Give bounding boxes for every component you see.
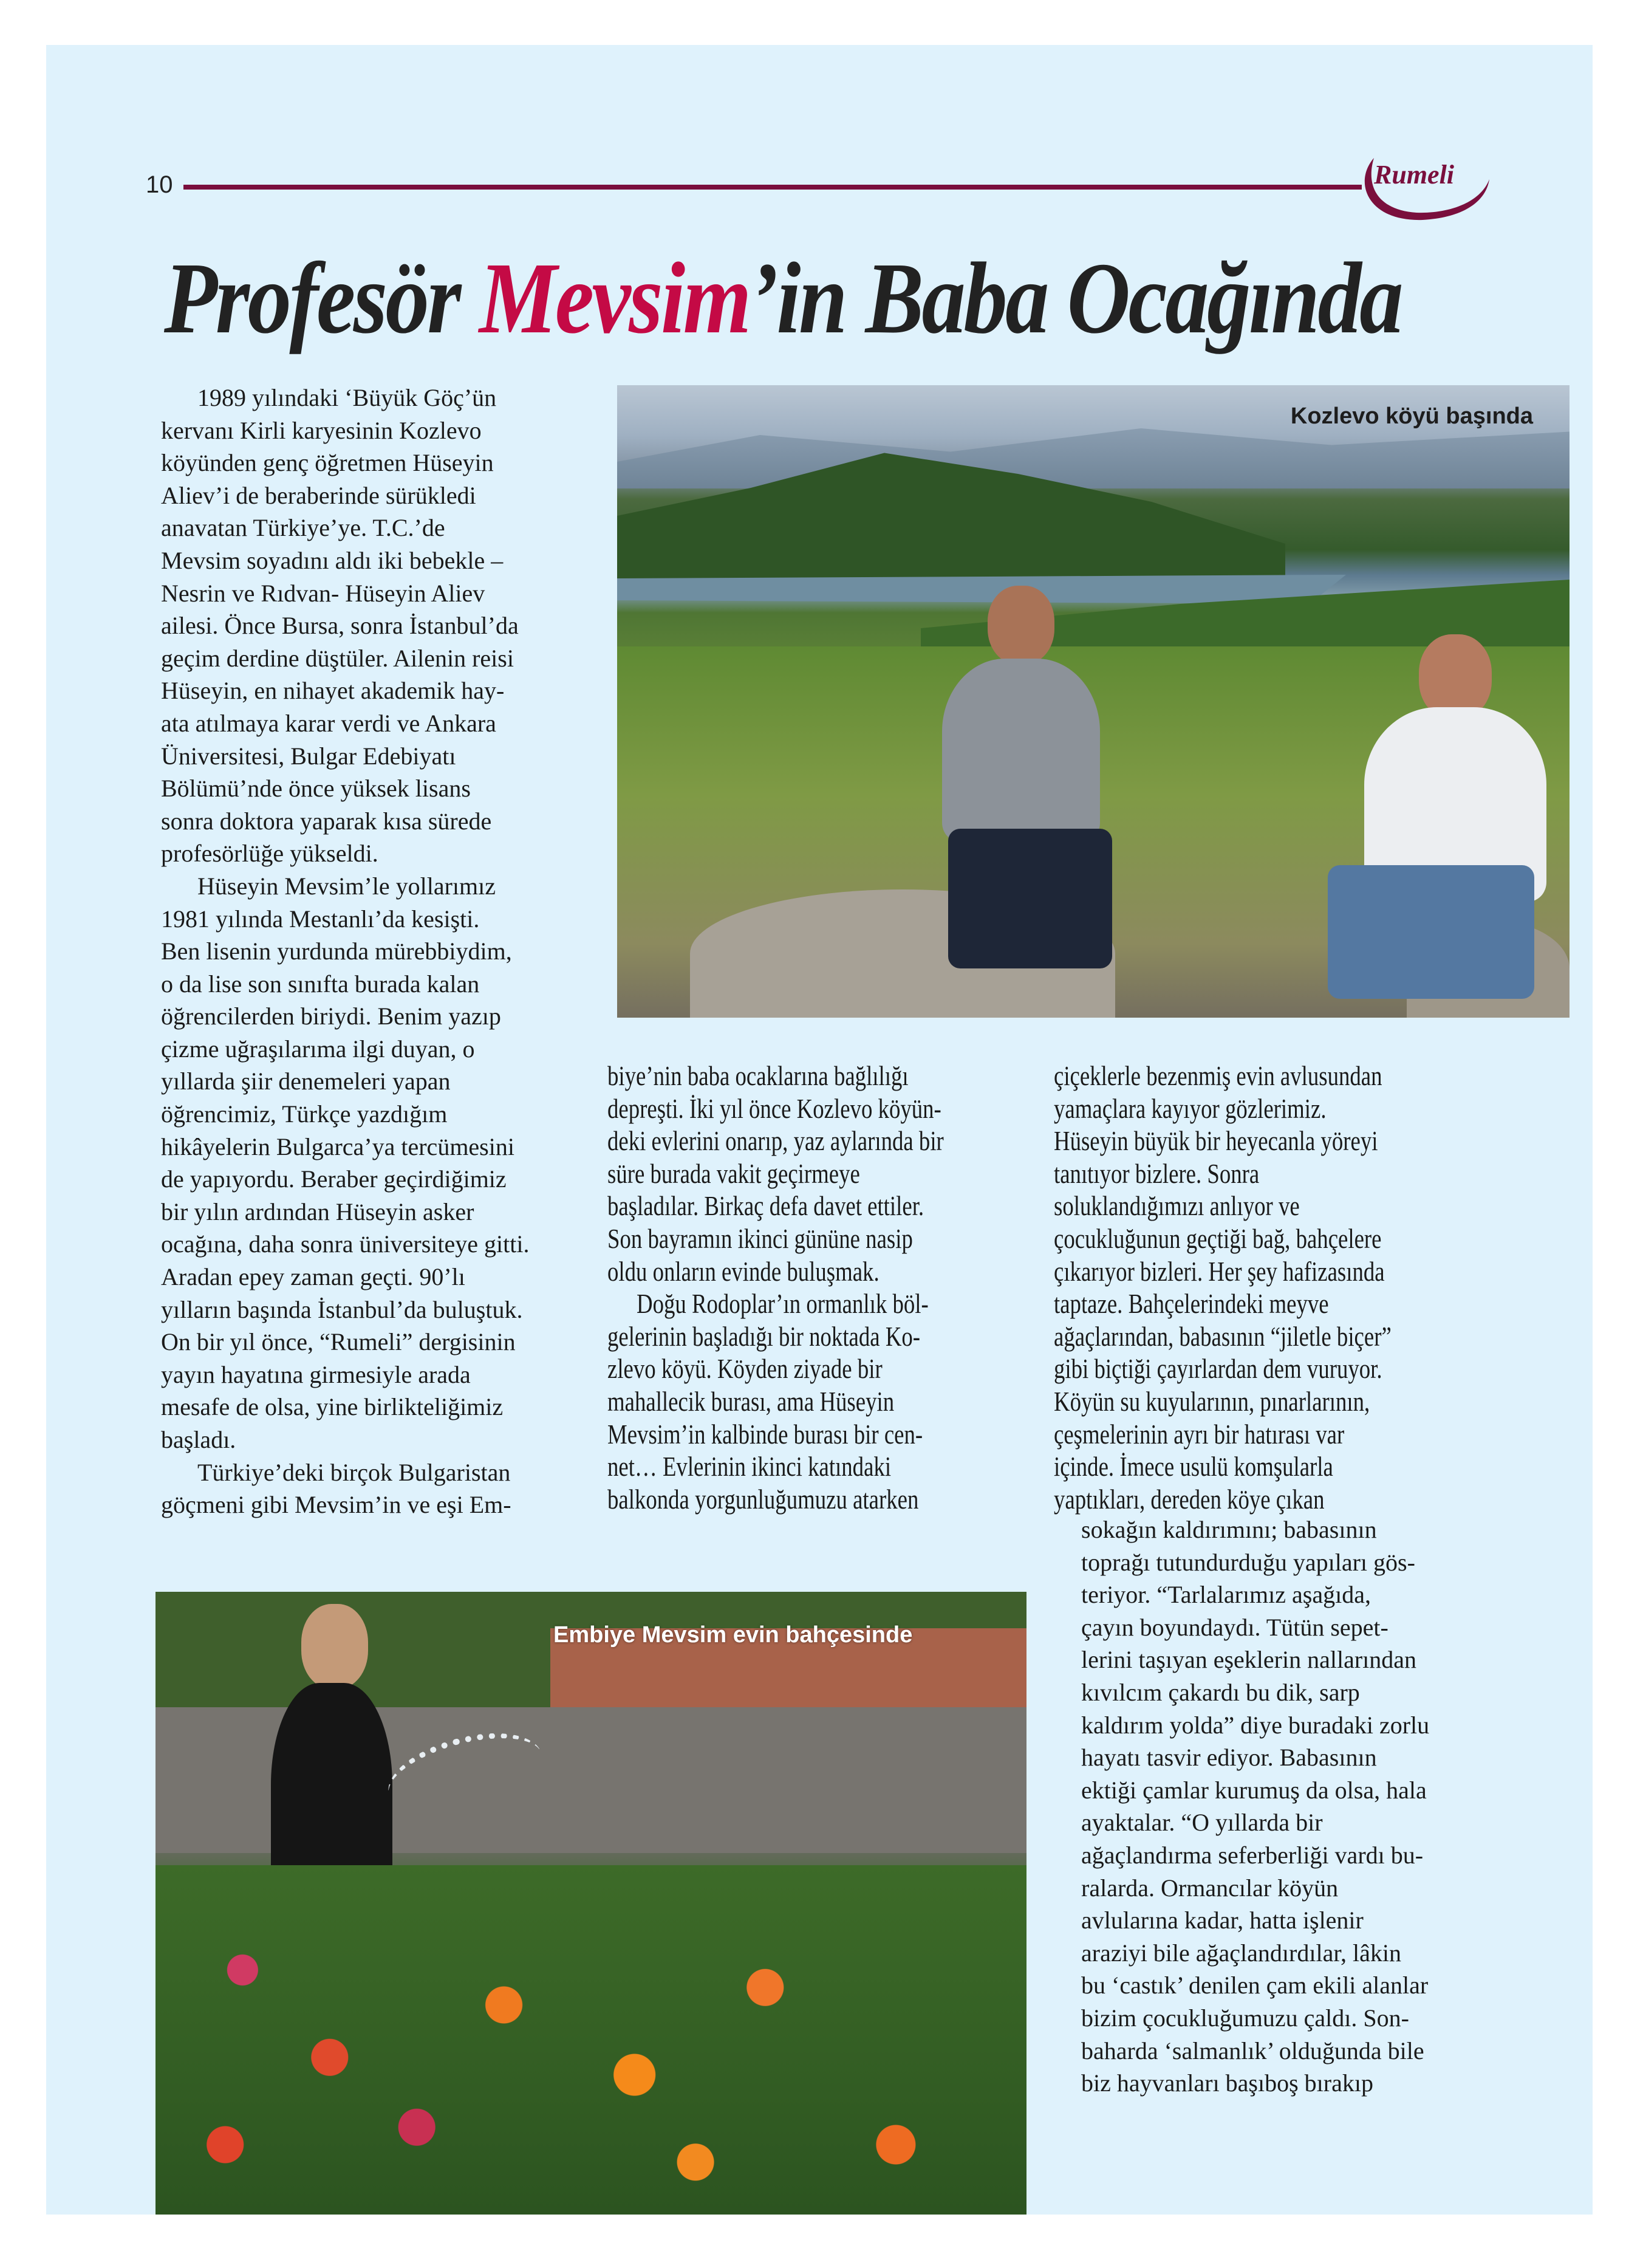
text-line: tanıtıyor bizlere. Sonra bbox=[1054, 1157, 1260, 1189]
title-part1: Profesör bbox=[164, 242, 479, 355]
text-line: bizim çocukluğumuzu çaldı. Son- bbox=[1081, 2004, 1409, 2032]
text-line: Hüseyin Mevsim’le yollarımız bbox=[197, 872, 496, 900]
text-line: mahallecik burası, ama Hüseyin bbox=[607, 1385, 895, 1417]
text-line: çocukluğunun geçtiği bağ, bahçelere bbox=[1054, 1222, 1382, 1254]
text-line: de yapıyordu. Beraber geçirdiğimiz bbox=[161, 1165, 507, 1193]
text-line: oldu onların evinde buluşmak. bbox=[607, 1255, 880, 1287]
text-line: Üniversitesi, Bulgar Edebiyatı bbox=[161, 742, 456, 770]
text-line: Hüseyin büyük bir heyecanla yöreyi bbox=[1054, 1125, 1378, 1157]
text-line: baharda ‘salmanlık’ olduğunda bile bbox=[1081, 2037, 1424, 2064]
text-line: ağaçlandırma seferberliği vardı bu- bbox=[1081, 1841, 1424, 1869]
text-line: hikâyelerin Bulgarca’ya tercümesini bbox=[161, 1132, 514, 1160]
man-left bbox=[924, 586, 1118, 975]
text-line: Bölümü’nde önce yüksek lisans bbox=[161, 775, 471, 803]
text-line: yamaçlara kayıyor gözlerimiz. bbox=[1054, 1092, 1327, 1124]
text-line: ata atılmaya karar verdi ve Ankara bbox=[161, 709, 496, 737]
photo-caption: Kozlevo köyü başında bbox=[1290, 403, 1533, 429]
text-line: çizme uğraşılarıma ilgi duyan, o bbox=[161, 1035, 475, 1063]
title-highlight: Mevsim bbox=[479, 242, 750, 355]
header-rule bbox=[183, 185, 1362, 190]
text-line: kaldırım yolda” diye buradaki zorlu bbox=[1081, 1711, 1430, 1739]
text-line: başladı. bbox=[161, 1426, 236, 1453]
text-line: Doğu Rodoplar’ın ormanlık böl- bbox=[637, 1288, 929, 1320]
text-line: Nesrin ve Rıdvan- Hüseyin Aliev bbox=[161, 579, 485, 607]
text-line: göçmeni gibi Mevsim’in ve eşi Em- bbox=[161, 1491, 511, 1519]
text-line: taptaze. Bahçelerindeki meyve bbox=[1054, 1288, 1329, 1320]
article-column-3 bbox=[1054, 1060, 1392, 1515]
text-line: ektiği çamlar kurumuş da olsa, hala bbox=[1081, 1776, 1427, 1804]
rumeli-logo bbox=[1356, 146, 1501, 225]
article-column-3-continued bbox=[1081, 1513, 1429, 2100]
text-line: 1989 yılındaki ‘Büyük Göç’ün bbox=[197, 384, 497, 411]
article-column-2 bbox=[607, 1060, 944, 1515]
text-line: lerini taşıyan eşeklerin nallarından bbox=[1081, 1646, 1417, 1674]
photo-kozlevo-village bbox=[617, 385, 1570, 1018]
text-line: kervanı Kirli karyesinin Kozlevo bbox=[161, 416, 482, 444]
text-line: hayatı tasvir ediyor. Babasının bbox=[1081, 1744, 1377, 1772]
text-line: sonra doktora yaparak kısa sürede bbox=[161, 807, 492, 835]
article-column-1 bbox=[161, 382, 529, 1521]
text-line: 1981 yılında Mestanlı’da kesişti. bbox=[161, 905, 480, 933]
text-line: ayaktalar. “O yıllarda bir bbox=[1081, 1809, 1323, 1837]
text-line: deki evlerini onarıp, yaz aylarında bir bbox=[607, 1125, 944, 1157]
text-line: avlularına kadar, hatta işlenir bbox=[1081, 1907, 1364, 1934]
text-line: başladılar. Birkaç defa davet ettiler. bbox=[607, 1190, 924, 1222]
man-right bbox=[1328, 634, 1559, 1011]
text-line: On bir yıl önce, “Rumeli” dergisinin bbox=[161, 1328, 516, 1356]
text-line: Aliev’i de beraberinde sürükledi bbox=[161, 481, 476, 509]
text-line: Son bayramın ikinci gününe nasip bbox=[607, 1222, 913, 1254]
text-line: yılların başında İstanbul’da buluştuk. bbox=[161, 1295, 523, 1323]
text-line: çeşmelerinin ayrı bir hatırası var bbox=[1054, 1418, 1345, 1450]
text-line: yaptıkları, dereden köye çıkan bbox=[1054, 1483, 1325, 1515]
title-part2: ’in Baba Ocağında bbox=[749, 242, 1402, 355]
text-line: Mevsim’in kalbinde burası bir cen- bbox=[607, 1418, 923, 1450]
text-line: balkonda yorgunluğumuzu atarken bbox=[607, 1483, 919, 1515]
text-line: içinde. İmece usulü komşularla bbox=[1054, 1451, 1333, 1482]
page-number: 10 bbox=[146, 171, 173, 198]
text-line: bu ‘castık’ denilen çam ekili alanlar bbox=[1081, 1972, 1429, 1999]
text-line: gibi biçtiği çayırlardan dem vuruyor. bbox=[1054, 1353, 1382, 1385]
text-line: Aradan epey zaman geçti. 90’lı bbox=[161, 1263, 465, 1291]
photo-caption: Embiye Mevsim evin bahçesinde bbox=[553, 1622, 913, 1648]
photo-garden bbox=[155, 1592, 1026, 2215]
text-line: çayın boyundaydı. Tütün sepet- bbox=[1081, 1613, 1389, 1641]
text-line: soluklandığımızı anlıyor ve bbox=[1054, 1190, 1300, 1222]
text-line: biz hayvanları başıboş bırakıp bbox=[1081, 2069, 1373, 2097]
text-line: öğrencilerden biriydi. Benim yazıp bbox=[161, 1002, 501, 1030]
text-line: Ben lisenin yurdunda mürebbiydim, bbox=[161, 937, 512, 965]
text-line: köyünden genç öğretmen Hüseyin bbox=[161, 449, 494, 477]
text-line: ağaçlarından, babasının “jiletle biçer” bbox=[1054, 1320, 1392, 1352]
text-line: Köyün su kuyularının, pınarlarının, bbox=[1054, 1385, 1370, 1417]
text-line: çiçeklerle bezenmiş evin avlusundan bbox=[1054, 1060, 1382, 1091]
text-line: biye’nin baba ocaklarına bağlılığı bbox=[607, 1060, 909, 1091]
text-line: Hüseyin, en nihayet akademik hay- bbox=[161, 677, 505, 705]
text-line: yayın hayatına girmesiyle arada bbox=[161, 1360, 471, 1388]
text-line: toprağı tutundurduğu yapıları gös- bbox=[1081, 1548, 1415, 1576]
article-title bbox=[164, 240, 1401, 357]
text-line: süre burada vakit geçirmeye bbox=[607, 1157, 860, 1189]
text-line: bir yılın ardından Hüseyin asker bbox=[161, 1197, 474, 1225]
text-line: Mevsim soyadını aldı iki bebekle – bbox=[161, 546, 504, 574]
text-line: öğrencimiz, Türkçe yazdığım bbox=[161, 1100, 448, 1128]
text-line: ocağına, daha sonra üniversiteye gitti. bbox=[161, 1230, 530, 1258]
text-line: mesafe de olsa, yine birlikteliğimiz bbox=[161, 1393, 504, 1421]
text-line: profesörlüğe yükseldi. bbox=[161, 840, 378, 868]
text-line: net… Evlerinin ikinci katındaki bbox=[607, 1451, 892, 1482]
text-line: sokağın kaldırımını; babasının bbox=[1081, 1516, 1377, 1543]
text-line: depreşti. İki yıl önce Kozlevo köyün- bbox=[607, 1092, 941, 1124]
logo-text: Rumeli bbox=[1374, 160, 1455, 190]
text-line: çıkarıyor bizleri. Her şey hafizasında bbox=[1054, 1255, 1385, 1287]
text-line: Türkiye’deki birçok Bulgaristan bbox=[197, 1458, 511, 1486]
text-line: o da lise son sınıfta burada kalan bbox=[161, 970, 480, 998]
text-line: kıvılcım çakardı bu dik, sarp bbox=[1081, 1678, 1360, 1706]
text-line: gelerinin başladığı bir noktada Ko- bbox=[607, 1320, 921, 1352]
text-line: ailesi. Önce Bursa, sonra İstanbul’da bbox=[161, 612, 519, 640]
text-line: araziyi bile ağaçlandırdılar, lâkin bbox=[1081, 1939, 1402, 1967]
text-line: zlevo köyü. Köyden ziyade bir bbox=[607, 1353, 883, 1385]
text-line: ralarda. Ormancılar köyün bbox=[1081, 1874, 1339, 1902]
text-line: yıllarda şiir denemeleri yapan bbox=[161, 1067, 451, 1095]
text-line: geçim derdine düştüler. Ailenin reisi bbox=[161, 644, 514, 672]
text-line: anavatan Türkiye’ye. T.C.’de bbox=[161, 514, 445, 542]
text-line: teriyor. “Tarlalarımız aşağıda, bbox=[1081, 1581, 1371, 1609]
